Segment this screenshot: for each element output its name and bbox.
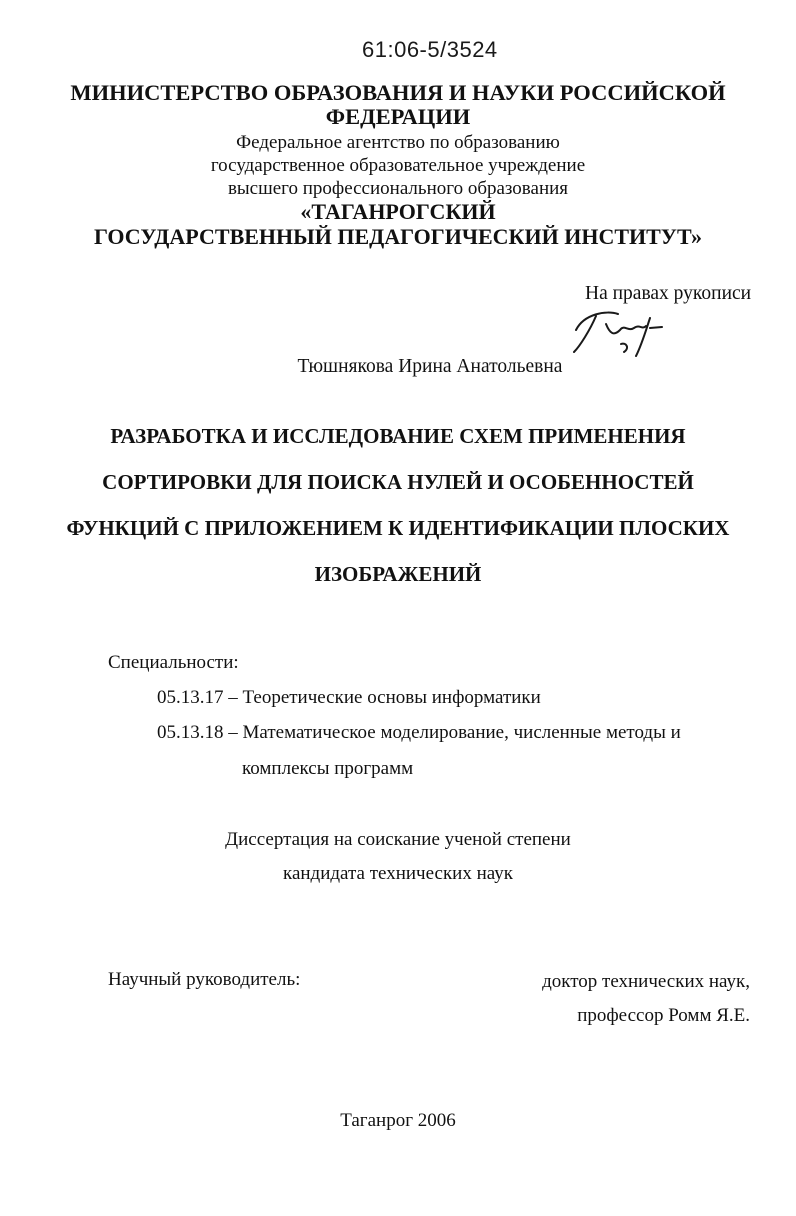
- dissertation-title: [0, 413, 796, 597]
- supervisor-name: профессор Ромм Я.Е.: [577, 1005, 750, 1026]
- degree-statement: [0, 823, 796, 891]
- rights-note: На правах рукописи: [585, 283, 752, 304]
- specialty-item-1: 05.13.17 – Теоретические основы информатики: [157, 687, 541, 708]
- ministry-line-2: ФЕДЕРАЦИИ: [325, 104, 471, 129]
- specialties-label: Специальности:: [108, 652, 239, 673]
- institute-line-2: ГОСУДАРСТВЕННЫЙ ПЕДАГОГИЧЕСКИЙ ИНСТИТУТ»: [93, 224, 703, 249]
- title-line: СОРТИРОВКИ ДЛЯ ПОИСКА НУЛЕЙ И ОСОБЕННОСТЕЙ: [102, 470, 694, 494]
- degree-line-1: Диссертация на соискание ученой степени: [225, 829, 571, 850]
- agency-line-3: высшего профессионального образования: [227, 178, 569, 199]
- title-line: ФУНКЦИЙ С ПРИЛОЖЕНИЕМ К ИДЕНТИФИКАЦИИ ПЛОСКИХ: [66, 516, 730, 540]
- title-line: РАЗРАБОТКА И ИССЛЕДОВАНИЕ СХЕМ ПРИМЕНЕНИЯ: [110, 424, 686, 448]
- specialty-item-2-continuation: комплексы программ: [242, 758, 414, 779]
- city-year: Таганрог 2006: [340, 1110, 456, 1131]
- document-code: 61:06-5/3524: [362, 37, 498, 62]
- agency-line-2: государственное образовательное учреждение: [210, 155, 586, 176]
- agency-line-1: Федеральное агентство по образованию: [236, 132, 560, 153]
- supervisor-details: [542, 965, 750, 1033]
- institute-line-1: «ТАГАНРОГСКИЙ: [300, 199, 496, 224]
- ministry-line-1: МИНИСТЕРСТВО ОБРАЗОВАНИЯ И НАУКИ РОССИЙСКОЙ: [70, 80, 726, 105]
- specialty-item-2: 05.13.18 – Математическое моделирование, численные методы и: [157, 722, 681, 743]
- author-name: Тюшнякова Ирина Анатольевна: [297, 356, 563, 377]
- handwritten-signature: [566, 300, 686, 360]
- supervisor-degree: доктор технических наук,: [542, 971, 750, 992]
- degree-line-2: кандидата технических наук: [283, 863, 513, 884]
- title-line: ИЗОБРАЖЕНИЙ: [314, 562, 482, 586]
- supervisor-label: Научный руководитель:: [108, 969, 301, 990]
